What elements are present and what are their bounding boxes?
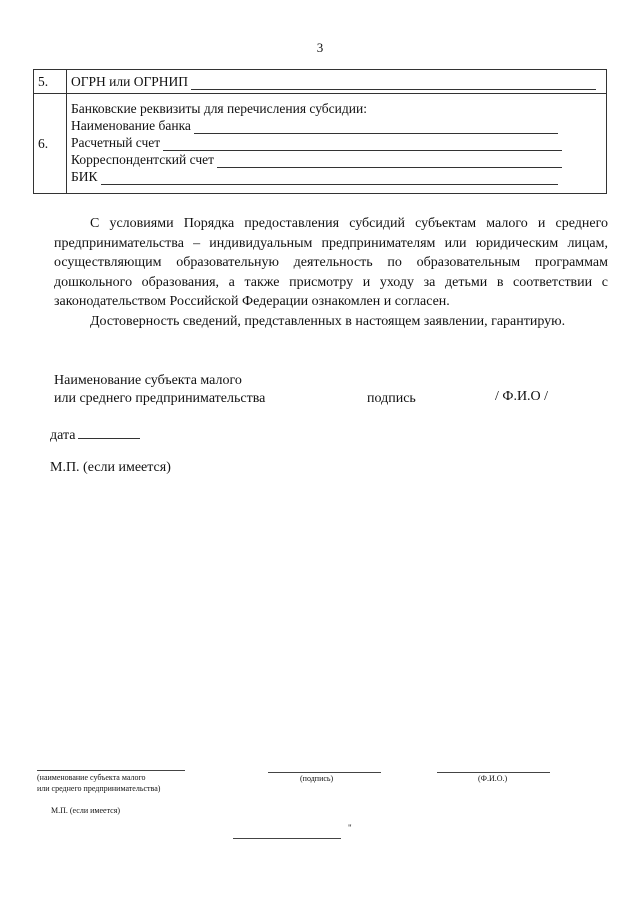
form-table	[33, 69, 607, 194]
date-input-line[interactable]	[78, 426, 140, 439]
entity-caption-line2: или среднего предпринимательства)	[37, 784, 161, 793]
ogrn-cell	[67, 70, 607, 94]
consent-paragraph: С условиями Порядка предоставления субсидий субъектам малого и среднего предпринимательства – индивидуальным предпринимателям или юридическим лицам, осуществляющим образовательную деятельность по образовательным программам дошкольного образования, а также присмотру и уходу за детьми в соответствии с законодательством Российской Федерации ознакомлен и согласен.	[54, 216, 608, 309]
row-number: 6.	[34, 94, 67, 194]
fio-label: / Ф.И.О /	[495, 389, 549, 404]
stamp-label: М.П. (если имеется)	[50, 460, 171, 475]
entity-signature-line[interactable]	[37, 770, 185, 771]
footer-stamp-label: М.П. (если имеется)	[51, 806, 121, 815]
consent-text	[54, 214, 608, 331]
signature-label: подпись	[367, 391, 416, 406]
entity-name-line1: Наименование субъекта малого	[54, 373, 242, 388]
signature-caption: (подпись)	[300, 774, 334, 783]
page-number: 3	[316, 40, 324, 55]
table-row	[34, 70, 607, 94]
entity-caption	[37, 772, 160, 794]
bank-name-input-line[interactable]	[194, 121, 558, 134]
account-label: Расчетный счет	[71, 135, 161, 150]
entity-caption-line1: (наименование субъекта малого	[37, 773, 146, 782]
entity-name-line2: или среднего предпринимательства	[54, 391, 266, 406]
corr-account-input-line[interactable]	[217, 155, 562, 168]
date-field	[50, 426, 140, 445]
quote-mark: "	[348, 823, 352, 833]
bik-label: БИК	[71, 169, 98, 184]
account-input-line[interactable]	[163, 138, 562, 151]
bank-details-heading: Банковские реквизиты для перечисления субсидии:	[71, 101, 367, 116]
row-number: 5.	[34, 70, 67, 94]
bank-details-cell	[67, 94, 607, 194]
ogrn-label: ОГРН или ОГРНИП	[71, 74, 189, 89]
entity-name-label	[54, 372, 265, 408]
guarantee-paragraph: Достоверность сведений, представленных в настоящем заявлении, гарантирую.	[90, 313, 566, 329]
table-row	[34, 94, 607, 194]
fio-caption: (Ф.И.О.)	[478, 774, 508, 783]
footer-date-line[interactable]	[233, 838, 341, 839]
bik-input-line[interactable]	[101, 172, 558, 185]
corr-account-label: Корреспондентский счет	[71, 152, 215, 167]
ogrn-input-line[interactable]	[191, 77, 596, 90]
date-label: дата	[50, 428, 76, 443]
bank-name-label: Наименование банка	[71, 118, 191, 133]
